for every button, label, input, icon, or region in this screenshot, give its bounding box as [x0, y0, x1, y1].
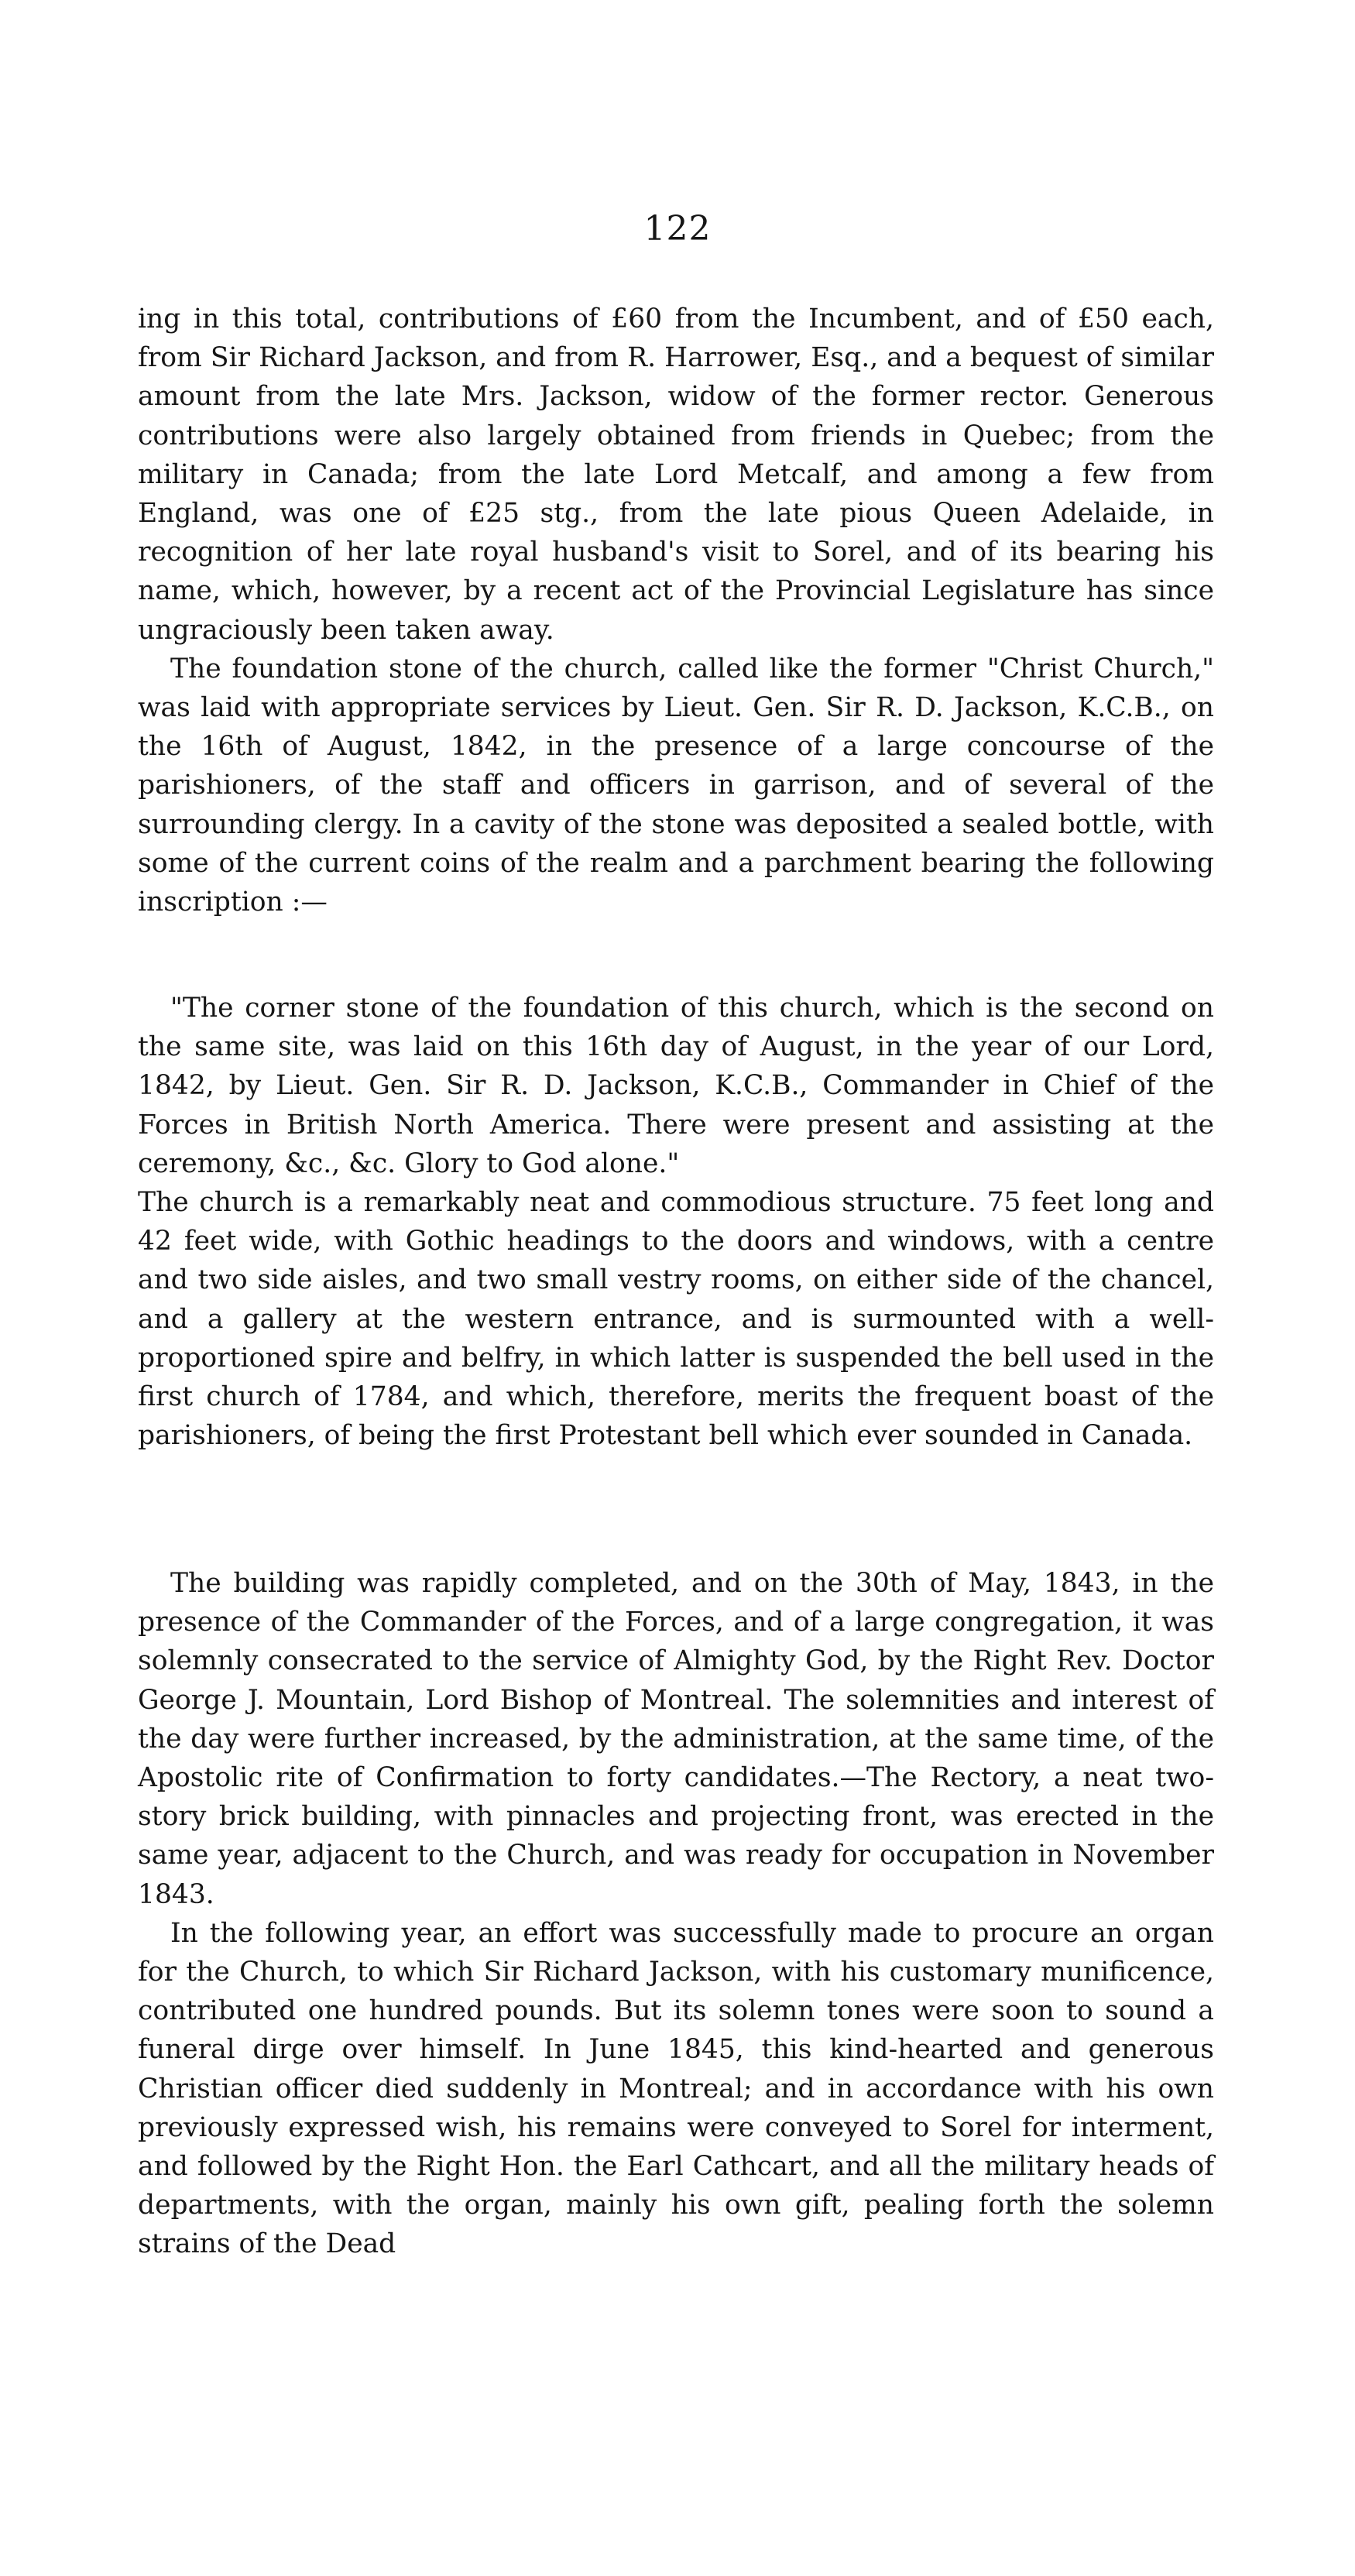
- paragraph-foundation-stone: The foundation stone of the church, called like the former "Christ Church," was laid with appropriate services by Lieut. Gen. Sir R. D. Jackson, K.C.B., on the 16th of August, 1842, in the presence of a large concourse of the parishioners, of the staff and officers in garrison, and of several of the surrounding clergy. In a cavity of the stone was deposited a sealed bottle, with some of the current coins of the realm and a parchment bearing the following inscription :—: [138, 653, 1214, 918]
- text-block-top: [138, 300, 1214, 921]
- page-number: 122: [643, 209, 712, 249]
- paragraph-contributions: ing in this total, contributions of £60 from the Incumbent, and of £50 each, from Sir Richard Jackson, and from R. Harrower, Esq., and a bequest of similar amount from the late Mrs. Jackson, widow of the former rector. Generous contributions were also largely obtained from friends in Quebec; from the military in Canada; from the late Lord Metcalf, and among a few from England, was one of £25 stg., from the late pious Queen Adelaide, in recognition of her late royal husband's visit to Sorel, and of its bearing his name, which, however, by a recent act of the Provincial Legislature has since ungraciously been taken away.: [138, 304, 1214, 646]
- text-block-middle: [138, 989, 1214, 1455]
- paragraph-organ: In the following year, an effort was successfully made to procure an organ for the Church, to which Sir Richard Jackson, with his customary munificence, contributed one hundred pounds. But its solemn tones were soon to sound a funeral dirge over himself. In June 1845, this kind-hearted and generous Christian officer died suddenly in Montreal; and in accordance with his own previously expressed wish, his remains were conveyed to Sorel for interment, and followed by the Right Hon. the Earl Cathcart, and all the military heads of departments, with the organ, mainly his own gift, pealing forth the solemn strains of the Dead: [138, 1917, 1214, 2260]
- paragraph-church-structure: The church is a remarkably neat and commodious structure. 75 feet long and 42 feet wide, with Gothic headings to the doors and windows, with a centre and two side aisles, and two small vestry rooms, on either side of the chancel, and a gallery at the western entrance, and is surmounted with a well-proportioned spire and belfry, in which latter is suspended the bell used in the first church of 1784, and which, therefore, merits the frequent boast of the parishioners, of being the first Protestant bell which ever sounded in Canada.: [138, 1187, 1214, 1452]
- paragraph-inscription: "The corner stone of the foundation of this church, which is the second on the same site, was laid on this 16th day of August, in the year of our Lord, 1842, by Lieut. Gen. Sir R. D. Jackson, K.C.B., Commander in Chief of the Forces in British North America. There were present and assisting at the ceremony, &c., &c. Glory to God alone.": [138, 993, 1214, 1179]
- text-block-bottom: [138, 1564, 1214, 2264]
- paragraph-consecration: The building was rapidly completed, and on the 30th of May, 1843, in the presence of the Commander of the Forces, and of a large congregation, it was solemnly consecrated to the service of Almighty God, by the Right Rev. Doctor George J. Mountain, Lord Bishop of Montreal. The solemnities and interest of the day were further increased, by the administration, at the same time, of the Apostolic rite of Confirmation to forty candidates.—The Rectory, a neat two-story brick building, with pinnacles and projecting front, was erected in the same year, adjacent to the Church, and was ready for occupation in November 1843.: [138, 1568, 1214, 1910]
